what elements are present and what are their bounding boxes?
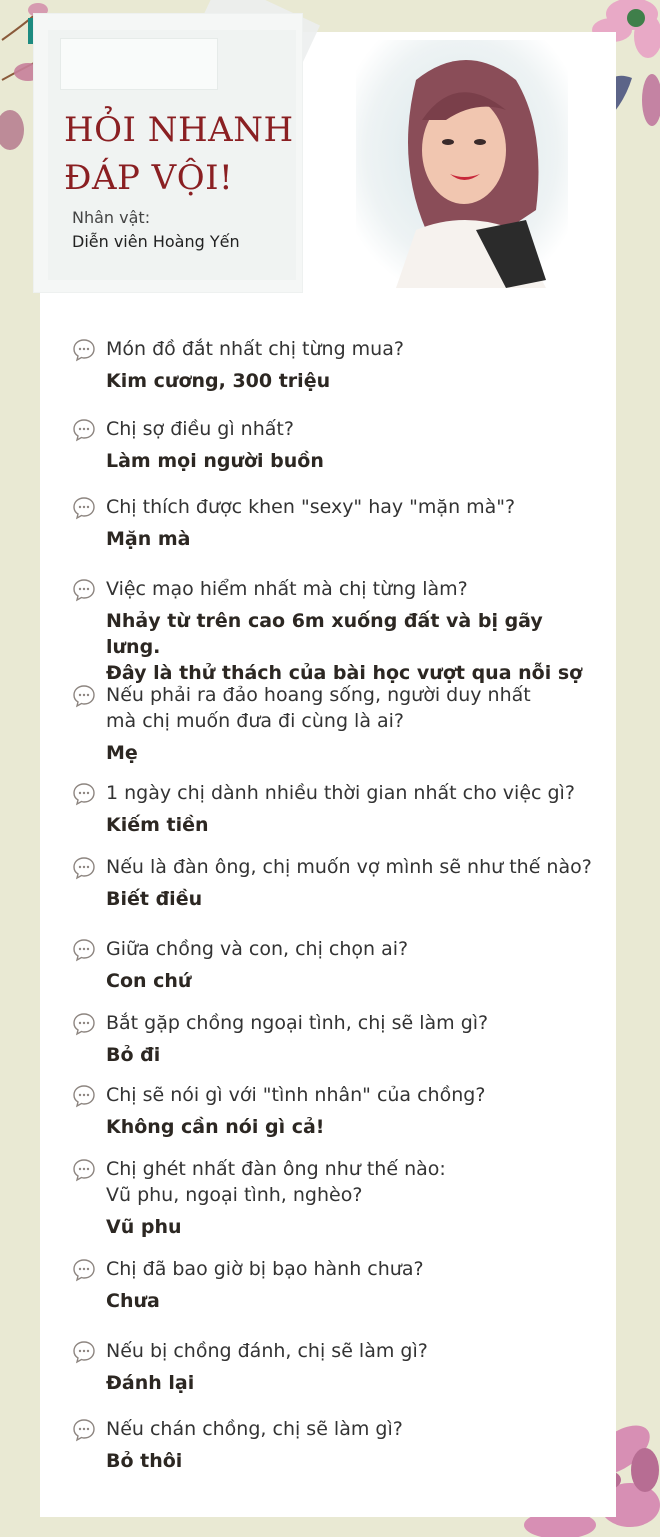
answer-line: Mặn mà: [106, 528, 191, 550]
question-line: Chị sợ điều gì nhất?: [106, 418, 294, 440]
question-text: [106, 336, 596, 362]
answer-line: Kim cương, 300 triệu: [106, 370, 331, 392]
answer-text: [106, 812, 596, 838]
answer-text: [106, 1288, 596, 1314]
question-text: [106, 682, 596, 734]
question-line: Món đồ đắt nhất chị từng mua?: [106, 338, 404, 360]
answer-text: [106, 740, 596, 766]
speech-bubble-dots-icon: [72, 1012, 96, 1036]
answer-text: [106, 368, 596, 394]
speech-bubble-dots-icon: [72, 338, 96, 362]
answer-line: Làm mọi người buồn: [106, 450, 324, 472]
question-text: [106, 1256, 596, 1282]
answer-line: Chưa: [106, 1290, 160, 1312]
question-line: Nếu bị chồng đánh, chị sẽ làm gì?: [106, 1340, 428, 1362]
question-line: Nếu phải ra đảo hoang sống, người duy nhất: [106, 684, 531, 706]
answer-text: [106, 1370, 596, 1396]
speech-bubble-dots-icon: [72, 578, 96, 602]
answer-text: [106, 968, 596, 994]
tape-strip: [60, 38, 218, 90]
speech-bubble-dots-icon: [72, 1084, 96, 1108]
question-text: [106, 494, 596, 520]
answer-line: Mẹ: [106, 742, 138, 764]
answer-line: Bỏ thôi: [106, 1450, 183, 1472]
answer-line: Bỏ đi: [106, 1044, 161, 1066]
speech-bubble-dots-icon: [72, 1418, 96, 1442]
question-text: [106, 854, 596, 880]
answer-text: [106, 1214, 596, 1240]
subject-label: Nhân vật:: [72, 208, 151, 227]
question-line: Việc mạo hiểm nhất mà chị từng làm?: [106, 578, 468, 600]
answer-text: [106, 1042, 596, 1068]
speech-bubble-dots-icon: [72, 1158, 96, 1182]
question-line: Giữa chồng và con, chị chọn ai?: [106, 938, 409, 960]
answer-line: Kiếm tiền: [106, 814, 209, 836]
speech-bubble-dots-icon: [72, 938, 96, 962]
subject-block: [72, 206, 240, 254]
question-line: mà chị muốn đưa đi cùng là ai?: [106, 710, 405, 732]
page-title: [64, 106, 294, 202]
speech-bubble-dots-icon: [72, 782, 96, 806]
question-text: [106, 1338, 596, 1364]
subject-name: Diễn viên Hoàng Yến: [72, 232, 240, 251]
answer-line: Đây là thử thách của bài học vượt qua nỗi sợ: [106, 662, 583, 684]
answer-line: Con chứ: [106, 970, 192, 992]
question-text: [106, 936, 596, 962]
question-text: [106, 416, 596, 442]
answer-text: [106, 1448, 596, 1474]
portrait-photo: [356, 40, 568, 288]
question-line: Nếu chán chồng, chị sẽ làm gì?: [106, 1418, 403, 1440]
question-line: 1 ngày chị dành nhiều thời gian nhất cho việc gì?: [106, 782, 575, 804]
question-line: Chị sẽ nói gì với "tình nhân" của chồng?: [106, 1084, 486, 1106]
speech-bubble-dots-icon: [72, 856, 96, 880]
question-text: [106, 1082, 596, 1108]
speech-bubble-dots-icon: [72, 1258, 96, 1282]
question-line: Nếu là đàn ông, chị muốn vợ mình sẽ như thế nào?: [106, 856, 592, 878]
answer-text: [106, 608, 596, 686]
title-line-1: HỎI NHANH: [64, 110, 294, 150]
question-text: [106, 1156, 596, 1208]
question-line: Chị thích được khen "sexy" hay "mặn mà"?: [106, 496, 516, 518]
answer-line: Biết điều: [106, 888, 203, 910]
question-text: [106, 1010, 596, 1036]
question-line: Chị đã bao giờ bị bạo hành chưa?: [106, 1258, 424, 1280]
answer-line: Nhảy từ trên cao 6m xuống đất và bị gãy lưng.: [106, 610, 543, 658]
question-text: [106, 576, 596, 602]
speech-bubble-dots-icon: [72, 418, 96, 442]
title-line-2: ĐÁP VỘI!: [64, 158, 234, 198]
question-line: Vũ phu, ngoại tình, nghèo?: [106, 1184, 363, 1206]
answer-text: [106, 1114, 596, 1140]
question-text: [106, 780, 596, 806]
answer-line: Đánh lại: [106, 1372, 195, 1394]
answer-text: [106, 526, 596, 552]
answer-line: Không cần nói gì cả!: [106, 1116, 325, 1138]
answer-line: Vũ phu: [106, 1216, 182, 1238]
answer-text: [106, 886, 596, 912]
question-text: [106, 1416, 596, 1442]
speech-bubble-dots-icon: [72, 684, 96, 708]
question-line: Chị ghét nhất đàn ông như thế nào:: [106, 1158, 446, 1180]
question-line: Bắt gặp chồng ngoại tình, chị sẽ làm gì?: [106, 1012, 489, 1034]
speech-bubble-dots-icon: [72, 1340, 96, 1364]
answer-text: [106, 448, 596, 474]
speech-bubble-dots-icon: [72, 496, 96, 520]
